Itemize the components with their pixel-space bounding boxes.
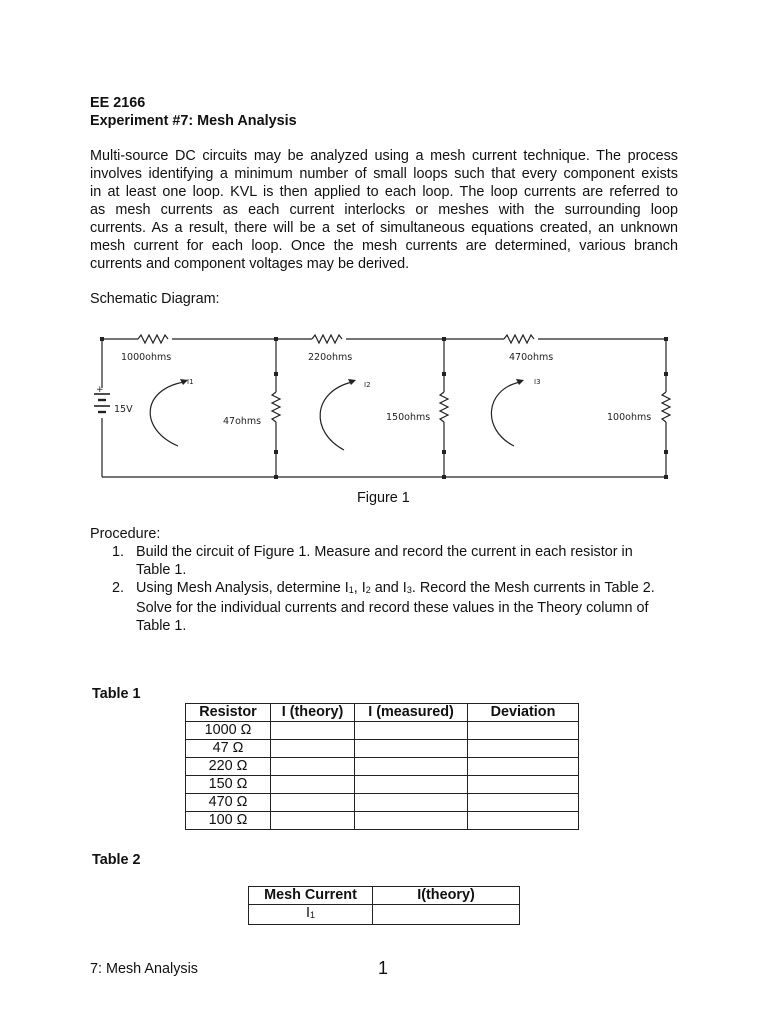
mesh-arrow-i3 <box>491 382 520 446</box>
step-number: 1. <box>112 544 125 560</box>
label-i1: I1 <box>187 378 194 386</box>
junction-dot <box>274 372 278 376</box>
table-cell: 100 Ω <box>186 812 271 830</box>
label-1000ohms: 1000ohms <box>121 352 172 363</box>
junction-dot <box>664 475 668 479</box>
battery-plus-sign: + <box>96 385 104 395</box>
table-cell[interactable] <box>468 794 579 812</box>
table-cell[interactable] <box>271 812 355 830</box>
table-cell: 150 Ω <box>186 776 271 794</box>
resistor-47-symbol <box>272 392 280 422</box>
junction-dot <box>274 475 278 479</box>
resistor-220-symbol <box>312 335 342 343</box>
junction-dot <box>442 337 446 341</box>
label-100ohms: 100ohms <box>607 412 652 423</box>
intro-line: in at least one loop. KVL is then applied to each loop. The loop currents are referred to <box>90 184 678 200</box>
table-cell[interactable] <box>468 740 579 758</box>
junction-dot <box>274 450 278 454</box>
resistor-1000-symbol <box>138 335 168 343</box>
intro-line: currents. As a result, there will be a set of simultaneous equations created, an unknown <box>90 220 678 236</box>
junction-dot <box>664 450 668 454</box>
step-text: Build the circuit of Figure 1. Measure and record the current in each resistor in <box>136 544 633 560</box>
table-cell: 470 Ω <box>186 794 271 812</box>
intro-line: Multi-source DC circuits may be analyzed using a mesh current technique. The process <box>90 148 678 164</box>
step-text: Table 1. <box>136 618 187 634</box>
table-row <box>186 722 579 740</box>
table-cell[interactable] <box>468 812 579 830</box>
table-cell[interactable] <box>355 794 468 812</box>
resistor-150-symbol <box>440 392 448 422</box>
intro-line: mesh current for each loop. Once the mesh currents are determined, various branch <box>90 238 678 254</box>
table-cell: 1000 Ω <box>186 722 271 740</box>
step-number: 2. <box>112 580 125 596</box>
junction-dot <box>442 475 446 479</box>
intro-line: as mesh currents as each current interlocks or meshes with the surrounding loop <box>90 202 678 218</box>
mesh-arrow-i2 <box>320 382 352 450</box>
junction-dot <box>442 450 446 454</box>
arrow-head-icon <box>348 379 356 385</box>
label-220ohms: 220ohms <box>308 352 353 363</box>
table-cell[interactable] <box>355 776 468 794</box>
table-cell: $I_1$ <box>249 905 373 925</box>
resistor-100-symbol <box>662 392 670 422</box>
table2 <box>248 886 520 925</box>
intro-line: involves identifying a minimum number of small loops such that every component exists <box>90 166 678 182</box>
table-header-row <box>186 704 579 722</box>
table-cell[interactable] <box>468 722 579 740</box>
column-header: Mesh Current <box>249 887 373 905</box>
column-header: I (measured) <box>355 704 468 722</box>
footer-title: 7: Mesh Analysis <box>90 961 198 977</box>
schematic-heading: Schematic Diagram: <box>90 291 220 307</box>
junction-dot <box>442 372 446 376</box>
label-i2: I2 <box>364 381 371 389</box>
procedure-step <box>90 579 680 635</box>
intro-line: currents and component voltages may be derived. <box>90 256 410 272</box>
column-header: Resistor <box>186 704 271 722</box>
table-cell[interactable] <box>355 722 468 740</box>
arrow-head-icon <box>516 379 524 385</box>
table-header-row <box>249 887 520 905</box>
junction-dot <box>664 372 668 376</box>
label-470ohms: 470ohms <box>509 352 554 363</box>
table-cell[interactable] <box>468 776 579 794</box>
junction-dot <box>100 337 104 341</box>
step-text: Table 1. <box>136 562 187 578</box>
table-row <box>249 905 520 925</box>
table-cell: 220 Ω <box>186 758 271 776</box>
table-row <box>186 758 579 776</box>
table-cell[interactable] <box>271 722 355 740</box>
label-47ohms: 47ohms <box>223 416 262 427</box>
table1 <box>185 703 579 830</box>
table-cell[interactable] <box>271 758 355 776</box>
table-row <box>186 776 579 794</box>
procedure-list <box>90 543 680 635</box>
course-code: EE 2166 <box>90 95 146 111</box>
junction-dot <box>664 337 668 341</box>
junction-dot <box>274 337 278 341</box>
intro-paragraph <box>90 147 678 273</box>
table-cell[interactable] <box>468 758 579 776</box>
resistor-470-symbol <box>504 335 534 343</box>
figure-caption: Figure 1 <box>357 490 410 506</box>
table-cell[interactable] <box>271 776 355 794</box>
procedure-step <box>90 543 680 579</box>
table-cell[interactable] <box>355 758 468 776</box>
table-cell[interactable] <box>271 794 355 812</box>
mesh-arrow-i1 <box>150 382 184 446</box>
label-15v: 15V <box>114 404 133 415</box>
table-row <box>186 740 579 758</box>
step-text: Using Mesh Analysis, determine $I_1$, $I_2$ and $I_3$. Record the Mesh currents in Table 2. <box>136 580 655 596</box>
table-row <box>186 794 579 812</box>
column-header: I (theory) <box>271 704 355 722</box>
column-header: Deviation <box>468 704 579 722</box>
table2-label: Table 2 <box>92 852 141 868</box>
table-cell: 47 Ω <box>186 740 271 758</box>
table-row <box>186 812 579 830</box>
table-cell[interactable] <box>373 905 520 925</box>
step-text: Solve for the individual currents and record these values in the Theory column of <box>136 600 649 616</box>
table-cell[interactable] <box>355 740 468 758</box>
table-cell[interactable] <box>271 740 355 758</box>
column-header: I(theory) <box>373 887 520 905</box>
experiment-title: Experiment #7: Mesh Analysis <box>90 113 297 129</box>
table1-label: Table 1 <box>92 686 141 702</box>
table-cell[interactable] <box>355 812 468 830</box>
procedure-title: Procedure: <box>90 526 161 542</box>
label-150ohms: 150ohms <box>386 412 431 423</box>
circuit-schematic <box>90 320 690 490</box>
page-number: 1 <box>378 958 389 978</box>
label-i3: I3 <box>534 378 541 386</box>
